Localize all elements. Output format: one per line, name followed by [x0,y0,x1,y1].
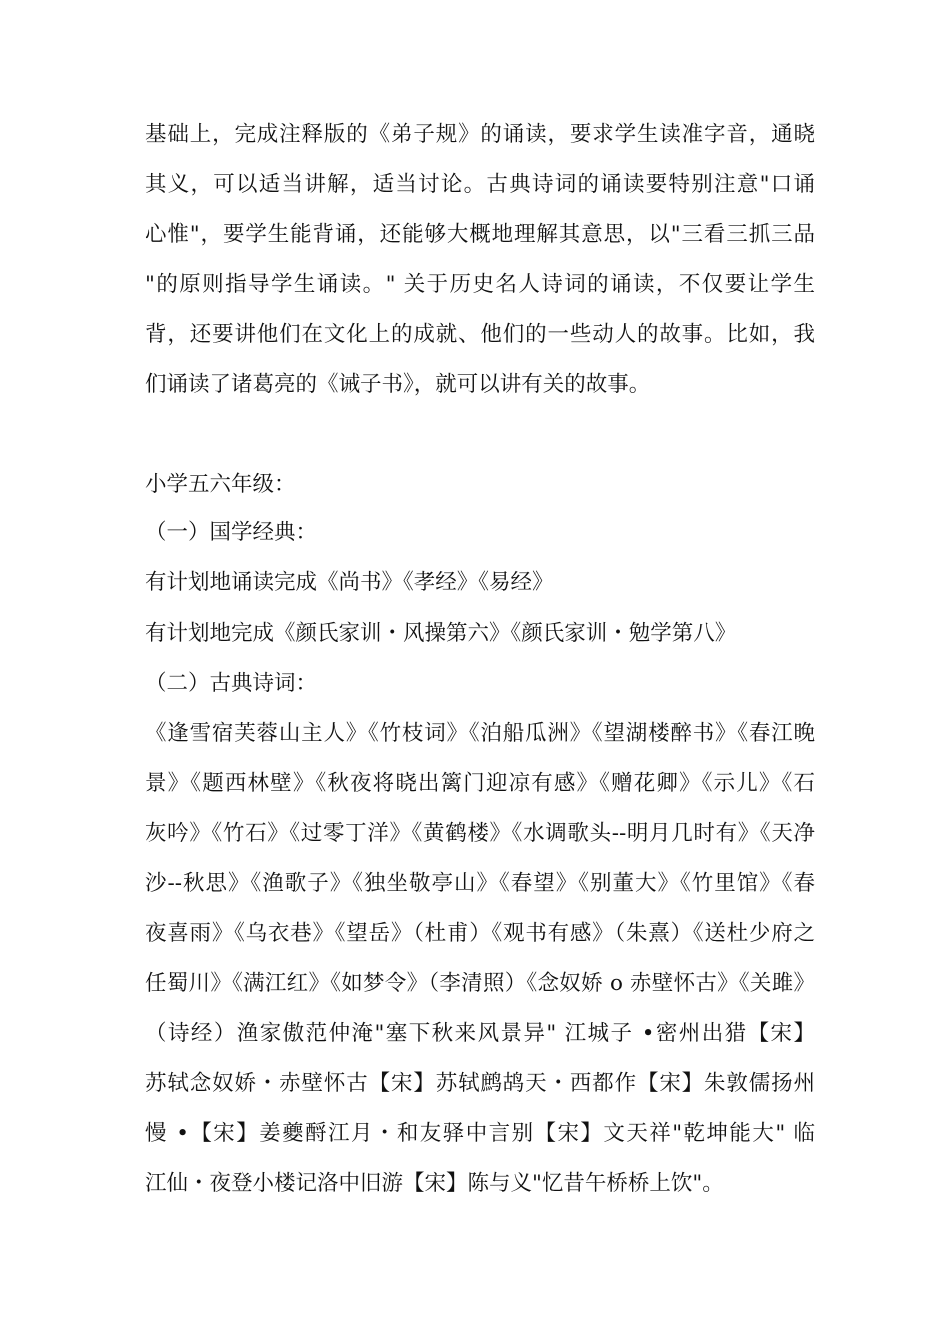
paragraph-line: 心惟"，要学生能背诵，还能够大概地理解其意思，以"三看三抓三品 [145,222,815,247]
poem-list-line: 苏轼念奴娇・赤壁怀古【宋】苏轼鹧鸪天・西都作【宋】朱敦儒扬州 [145,1071,815,1096]
paragraph-line: "的原则指导学生诵读。" 关于历史名人诗词的诵读，不仅要让学生 [145,272,815,297]
poem-list-line: 慢 •【宋】姜夔酹江月・和友驿中言别【宋】文天祥"乾坤能大" 临 [145,1121,815,1146]
poem-list-line: 任蜀川》《满江红》《如梦令》（李清照）《念奴娇 o 赤壁怀古》《关雎》 [145,971,815,996]
poem-list-line: 夜喜雨》《乌衣巷》《望岳》（杜甫）《观书有感》（朱熹）《送杜少府之 [145,921,815,946]
poem-list-line: 江仙・夜登小楼记洛中旧游【宋】陈与义"忆昔午桥桥上饮"。 [145,1171,724,1196]
poem-list-line: 沙--秋思》《渔歌子》《独坐敬亭山》《春望》《别董大》《竹里馆》《春 [145,871,815,896]
paragraph-line: 其义，可以适当讲解，适当讨论。古典诗词的诵读要特别注意"口诵 [145,172,815,197]
paragraph-line: 们诵读了诸葛亮的《诫子书》，就可以讲有关的故事。 [145,372,651,397]
section-heading: 小学五六年级： [145,472,296,497]
paragraph-line: 背，还要讲他们在文化上的成就、他们的一些动人的故事。比如，我 [145,322,815,347]
poem-list-line: （诗经）渔家傲范仲淹"塞下秋来风景异" 江城子 •密州出猎【宋】 [145,1021,815,1046]
poem-list-line: 灰吟》《竹石》《过零丁洋》《黄鹤楼》《水调歌头--明月几时有》《天净 [145,821,815,846]
poem-list-line: 《逢雪宿芙蓉山主人》《竹枝词》《泊船瓜洲》《望湖楼醉书》《春江晚 [145,721,815,746]
paragraph-line: 基础上，完成注释版的《弟子规》的诵读，要求学生读准字音，通晓 [145,122,815,147]
list-item: 有计划地完成《颜氏家训・风操第六》《颜氏家训・勉学第八》 [145,621,737,646]
subsection-heading: （二）古典诗词： [145,671,318,696]
list-item: 有计划地诵读完成《尚书》《孝经》《易经》 [145,570,554,595]
poem-list-line: 景》《题西林壁》《秋夜将晓出篱门迎凉有感》《赠花卿》《示儿》《石 [145,771,815,796]
subsection-heading: （一）国学经典： [145,520,318,545]
